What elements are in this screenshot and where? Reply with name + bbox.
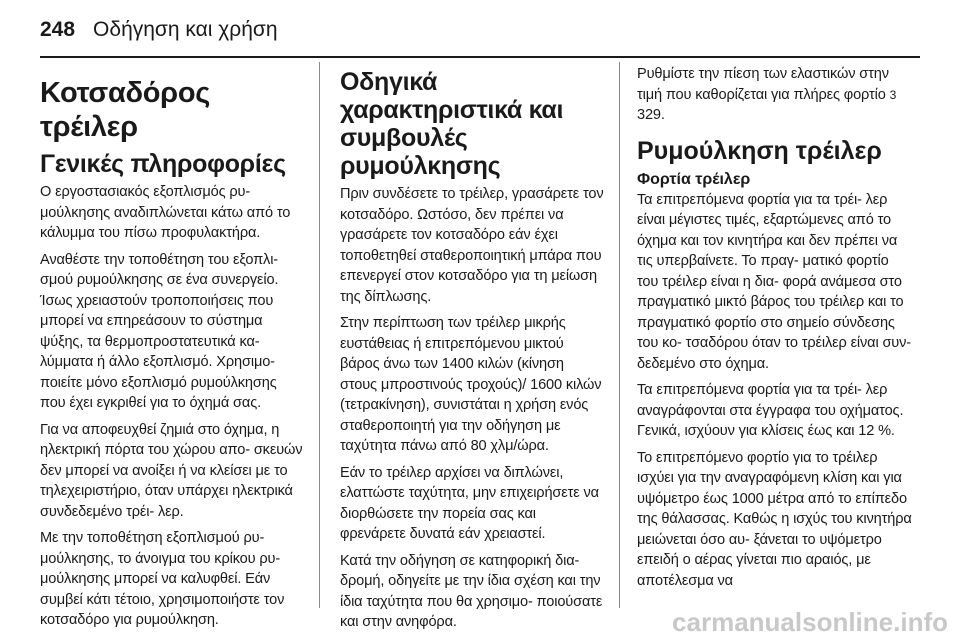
paragraph: Στην περίπτωση των τρέιλερ μικρής ευστάθειας ή επιτρεπόμενου μικτού βάρος άνω των 1400 κιλών (κίνηση στους μπροστινούς τροχούς)/ 1600 κιλών (τετρακίνηση), συνιστάται η χρήση ενός σταθεροποιητή για την οδήγηση με ταχύτητα πάνω από 80 χλμ/ώρα. — [340, 315, 602, 454]
paragraph: Με την τοποθέτηση εξοπλισμού ρυ- μούλκησης, το άνοιγμα του κρίκου ρυ- μούλκησης μπορεί να καλυφθεί. Εάν συμβεί κάτι τέτοιο, χρησιμοποιήστε τον κοτσαδόρο για ρυμούλκηση. — [40, 530, 285, 628]
header-divider — [40, 56, 920, 58]
paragraph: Εάν το τρέιλερ αρχίσει να διπλώνει, ελαττώστε ταχύτητα, μην επιχειρήσετε να διορθώσετε την πορεία σας και φρενάρετε δυνατά εάν χρειαστεί. — [340, 464, 599, 542]
section-title: Κοτσαδόρος τρέιλερ — [40, 77, 211, 143]
intro-text: Ρυθμίστε την πίεση των ελαστικών στην τιμή που καθορίζεται για πλήρες φορτίο — [637, 66, 889, 103]
paragraph: Αναθέστε την τοποθέτηση του εξοπλι- σμού ρυμούλκησης σε ένα συνεργείο. Ίσως χρειαστούν τροποποιήσεις που μπορεί να επηρεάσουν το σύστημα ψύξης, τα θερμοπροστατευτικά κα- λύμματα ή άλλο εξοπλισμό. Χρησιμο- ποιείτε μόνο εξοπλισμό ρυμούλκησης που έχει εγκριθεί για το όχημά σας. — [40, 251, 279, 411]
paragraph: Πριν συνδέσετε το τρέιλερ, γρασάρετε τον κοτσαδόρο. Ωστόσο, δεν πρέπει να γρασάρετε τον κοτσαδόρο εάν έχει τοποθετηθεί σταθεροποιητική μπάρα που επενεργεί στον κοτσαδόρο για τη μείωση της δίπλωσης. — [340, 186, 604, 305]
paragraph: Για να αποφευχθεί ζημιά στο όχημα, η ηλεκτρική πόρτα του χώρου απο- σκευών δεν μπορεί να ανοίξει ή να κλείσει με το τηλεχειριστήριο, όταν υπάρχει ηλεκτρικά συνδεδεμένο τρέι- λερ. — [40, 421, 303, 520]
paragraph: Τα επιτρεπόμενα φορτία για τα τρέι- λερ είναι μέγιστες τιμές, εξαρτώμενες από το όχημα και τον κινητήρα και δεν πρέπει να τις υπερβαίνετε. Το πραγ- ματικό φορτίο του τρέιλερ είναι η δια- φορά ανάμεσα στο πραγματικό μικτό βάρος του τρέιλερ και το πραγματικό φορτίο στο σημείο σύνδεσης του κο- τσαδόρου όταν το τρέιλερ είναι συν- δεδεμένο στο όχημα. — [637, 191, 911, 372]
page-ref-link[interactable]: 329. — [637, 107, 665, 123]
paragraph: Ο εργοστασιακός εξοπλισμός ρυ- μούλκησης αναδιπλώνεται κάτω από το κάλυμμα του πίσω προφυλακτήρα. — [40, 184, 291, 241]
paragraph: Κατά την οδήγηση σε κατηφορική δια- δρομή, οδηγείτε με την ίδια σχέση και την ίδια ταχύτητα που θα χρησιμο- ποιούσατε και στην ανηφόρα. — [340, 552, 603, 630]
watermark: carmanualsonline.info — [672, 607, 948, 637]
intro-paragraph — [637, 64, 912, 126]
page-header — [40, 10, 278, 50]
section-subtitle: Γενικές πληροφορίες — [40, 150, 286, 178]
paragraph: Το επιτρεπόμενο φορτίο για το τρέιλερ ισχύει για την αναγραφόμενη κλίση και για υψόμετρο έως 1000 μέτρα από το επίπεδο της θάλασσας. Καθώς η ισχύς του κινητήρα μειώνεται όσο αυ- ξάνεται το υψόμετρο επειδή ο αέρας γίνεται πιο αραιός, με αποτέλεσμα να — [637, 449, 912, 589]
section-title: Οδηγικά χαρακτηριστικά και συμβουλές ρυμούλκησης — [340, 68, 564, 180]
page-number: 248 — [40, 18, 76, 41]
section-subtitle: Φορτία τρέιλερ — [637, 170, 751, 188]
column-divider — [619, 62, 620, 608]
column-1 — [40, 64, 304, 637]
page-ref-icon: 3 — [889, 87, 897, 102]
column-2 — [340, 64, 604, 639]
paragraph: Τα επιτρεπόμενα φορτία για τα τρέι- λερ αναγράφονται στα έγγραφα του οχήματος. Γενικά, ισχύουν για κλίσεις έως και 12 %. — [637, 382, 904, 439]
chapter-title: Οδήγηση και χρήση — [93, 18, 278, 41]
section-title: Ρυμούλκηση τρέιλερ — [637, 136, 882, 165]
column-3 — [637, 64, 912, 597]
column-divider — [319, 62, 320, 608]
